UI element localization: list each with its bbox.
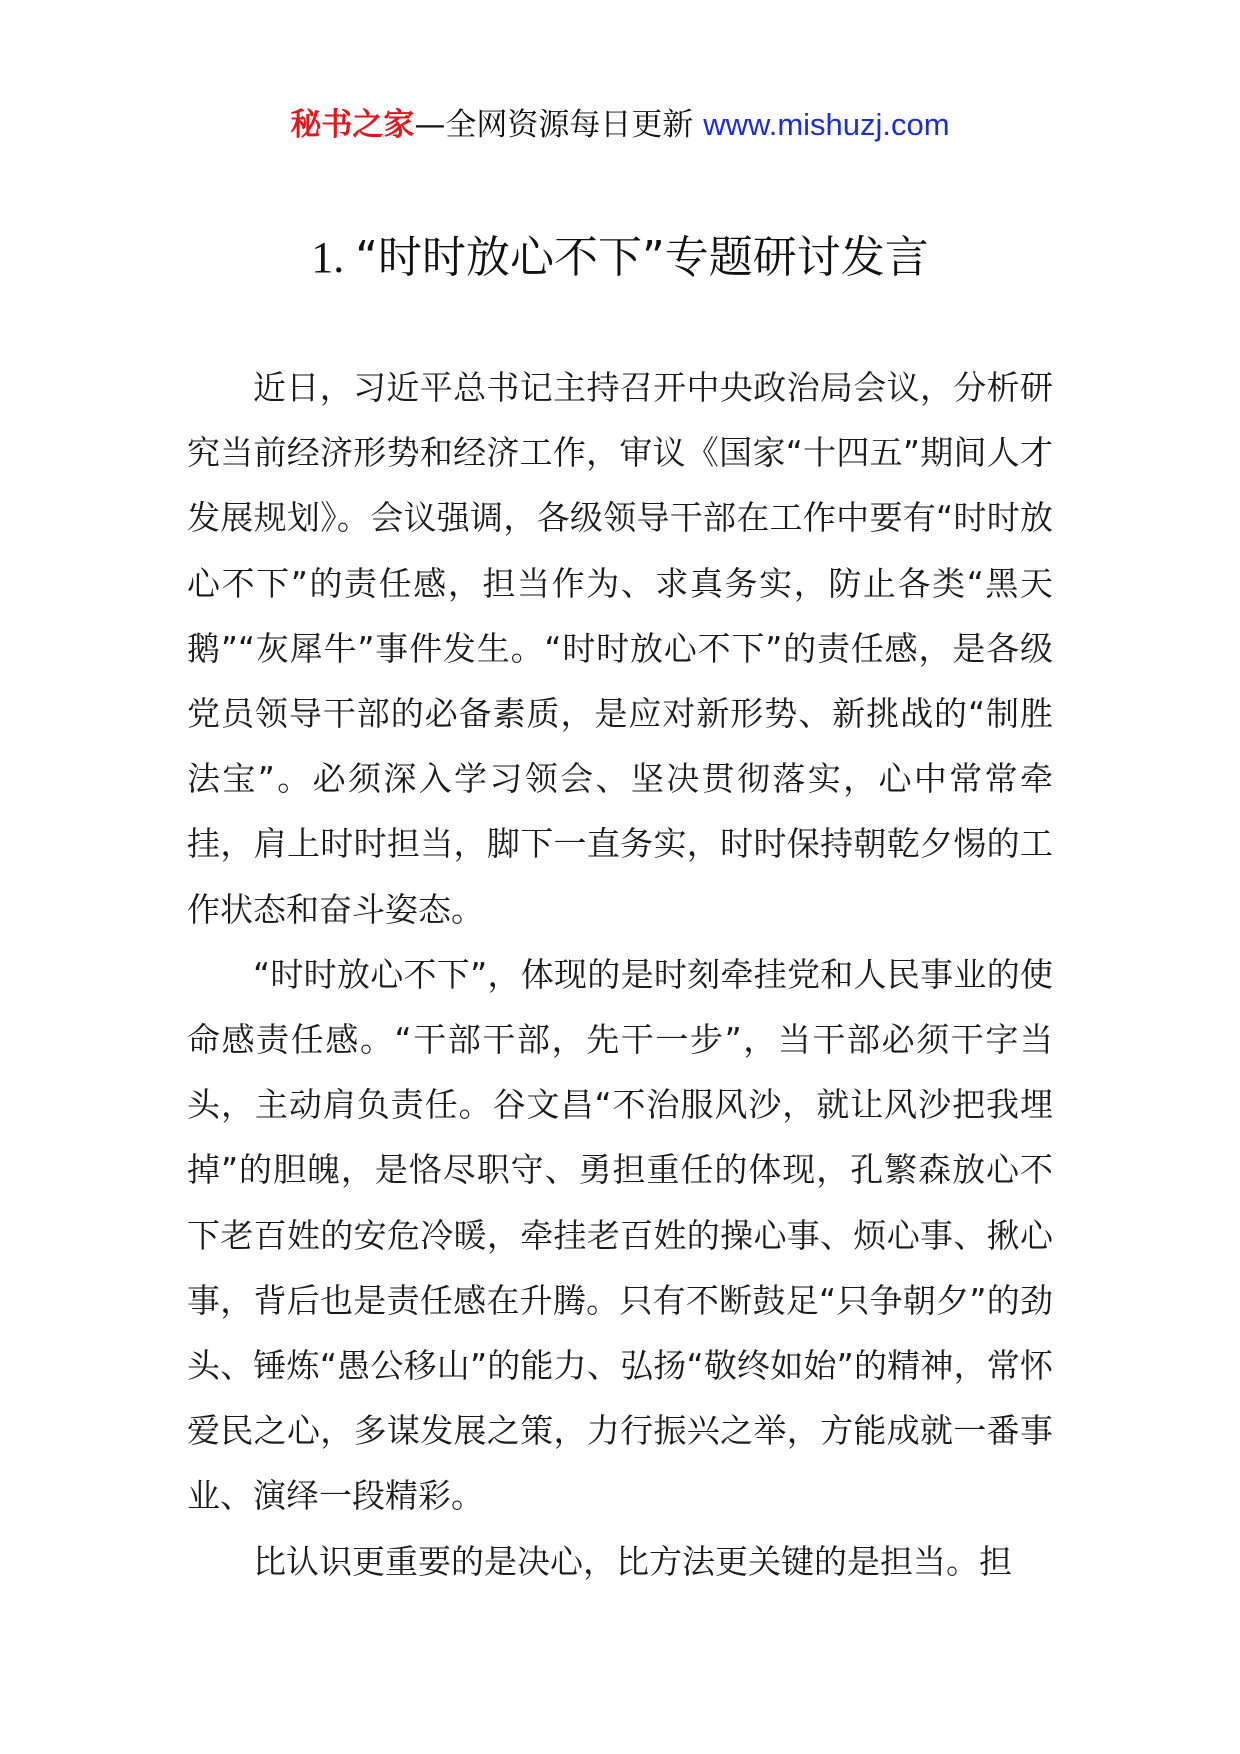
document-body bbox=[187, 355, 1053, 1594]
title-number: 1. bbox=[311, 233, 356, 282]
paragraph: 近日，习近平总书记主持召开中央政治局会议，分析研究当前经济形势和经济工作，审议《国家“十四五”期间人才发展规划》。会议强调，各级领导干部在工作中要有“时时放心不下”的责任感，担当作为、求真务实，防止各类“黑天鹅”“灰犀牛”事件发生。“时时放心不下”的责任感，是各级党员领导干部的必备素质，是应对新形势、新挑战的“制胜法宝”。必须深入学习领会、坚决贯彻落实，心中常常牵挂，肩上时时担当，脚下一直务实，时时保持朝乾夕惕的工作状态和奋斗姿态。 bbox=[187, 368, 1053, 929]
site-header bbox=[0, 102, 1240, 148]
site-tagline: —全网资源每日更新 bbox=[414, 107, 704, 143]
document-title bbox=[0, 226, 1240, 290]
site-url-link[interactable]: www.mishuzj.com bbox=[703, 107, 950, 142]
paragraph: “时时放心不下”，体现的是时刻牵挂党和人民事业的使命感责任感。“干部干部，先干一步”，当干部必须干字当头，主动肩负责任。谷文昌“不治服风沙，就让风沙把我埋掉”的胆魄，是恪尽职守、勇担重任的体现，孔繁森放心不下老百姓的安危冷暖，牵挂老百姓的操心事、烦心事、揪心事，背后也是责任感在升腾。只有不断鼓足“只争朝夕”的劲头、锤炼“愚公移山”的能力、弘扬“敬终如始”的精神，常怀爱民之心，多谋发展之策，力行振兴之举，方能成就一番事业、演绎一段精彩。 bbox=[187, 954, 1053, 1516]
paragraph: 比认识更重要的是决心，比方法更关键的是担当。担 bbox=[253, 1541, 1012, 1581]
title-text: “时时放心不下”专题研讨发言 bbox=[355, 232, 929, 283]
site-brand: 秘书之家 bbox=[290, 107, 415, 143]
